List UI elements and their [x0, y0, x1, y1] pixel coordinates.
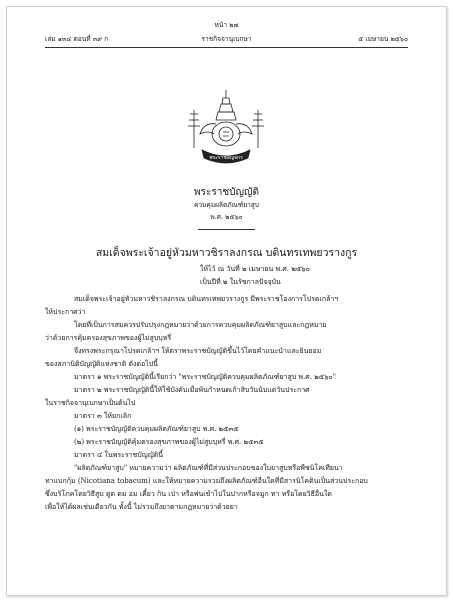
- title-rule: [198, 229, 255, 230]
- body-line: ว่าด้วยการคุ้มครองสุขภาพของผู้ไม่สูบบุหรี่: [45, 334, 172, 342]
- body-line: โดยที่เป็นการสมควรปรับปรุงกฎหมายว่าด้วยการควบคุมผลิตภัณฑ์ยาสูบและกฎหมาย: [74, 321, 327, 329]
- gazette-date: ๕ เมษายน ๒๕๖๐: [358, 35, 408, 43]
- body-line: ของสภานิติบัญญัติแห่งชาติ ดังต่อไปนี้: [45, 360, 158, 368]
- definition-line: เพื่อให้ได้ผลเช่นเดียวกัน ทั้งนี้ ไม่รวมถึงยาตามกฎหมายว่าด้วยยา: [45, 503, 238, 511]
- act-year: พ.ศ. ๒๕๖๐: [210, 213, 243, 221]
- list-item: (๒) พระราชบัญญัติคุ้มครองสุขภาพของผู้ไม่สูบบุหรี่ พ.ศ. ๒๕๓๕: [74, 438, 264, 446]
- list-item: (๑) พระราชบัญญัติควบคุมผลิตภัณฑ์ยาสูบ พ.ศ. ๒๕๓๕: [74, 425, 239, 433]
- volume-issue: เล่ม ๑๓๔ ตอนที่ ๓๙ ก: [45, 35, 109, 43]
- body-line: สมเด็จพระเจ้าอยู่หัวมหาวชิราลงกรณ บดินทรเทพยวรางกูร มีพระราชโองการโปรดเกล้าฯ: [74, 295, 339, 303]
- section-line: มาตรา ๔ ในพระราชบัญญัตินี้: [74, 451, 164, 459]
- body-line: ให้ประกาศว่า: [45, 308, 86, 316]
- definition-line: ซึ่งบริโภคโดยวิธีสูบ ดูด ดม อม เคี้ยว กิน เป่า หรือพ่นเข้าไปในปากหรือจมูก ทา หรือโดยวิธีอื่นใด: [45, 490, 332, 498]
- section-line: มาตรา ๒ พระราชบัญญัตินี้ให้ใช้บังคับเมื่อพ้นกำหนดเก้าสิบวันนับแต่วันประกาศ: [74, 386, 310, 394]
- gazette-name: ราชกิจจานุเบกษา: [201, 35, 252, 43]
- reign-year: เป็นปีที่ ๒ ในรัชกาลปัจจุบัน: [200, 278, 281, 286]
- act-title: พระราชบัญญัติ: [194, 187, 259, 198]
- definition-line: ทาแบกกุ้ม (Nicotiana tobacum) และให้หมายความรวมถึงผลิตภัณฑ์อื่นใดที่มีสารนิโคตินเป็นส่วนประกอบ: [45, 477, 368, 485]
- seal-inscription: พระราชลัญจกร: [209, 155, 243, 161]
- header-rule: [45, 47, 408, 48]
- body-line: จึงทรงพระกรุณาโปรดเกล้าฯ ให้ตราพระราชบัญญัติขึ้นไว้โดยคำแนะนำและยินยอม: [74, 347, 322, 355]
- royal-seal-emblem: [176, 88, 276, 170]
- section-line: มาตรา ๓ ให้ยกเลิก: [74, 412, 132, 420]
- definition-line: "ผลิตภัณฑ์ยาสูบ" หมายความว่า ผลิตภัณฑ์ที่มีส่วนประกอบของใบยาสูบหรือพืชนิโคเทียนา: [74, 464, 343, 472]
- king-name: สมเด็จพระเจ้าอยู่หัวมหาวชิราลงกรณ บดินทรเทพยวรางกูร: [95, 247, 358, 259]
- act-subtitle: ควบคุมผลิตภัณฑ์ยาสูบ: [194, 201, 259, 209]
- section-line: มาตรา ๑ พระราชบัญญัตินี้เรียกว่า "พระราชบัญญัติควบคุมผลิตภัณฑ์ยาสูบ พ.ศ. ๒๕๖๐": [74, 373, 337, 381]
- page-number: หน้า ๒๗: [214, 21, 239, 29]
- body-line: ในราชกิจจานุเบกษาเป็นต้นไป: [45, 399, 136, 407]
- given-date: ให้ไว้ ณ วันที่ ๒ เมษายน พ.ศ. ๒๕๖๐: [200, 265, 310, 273]
